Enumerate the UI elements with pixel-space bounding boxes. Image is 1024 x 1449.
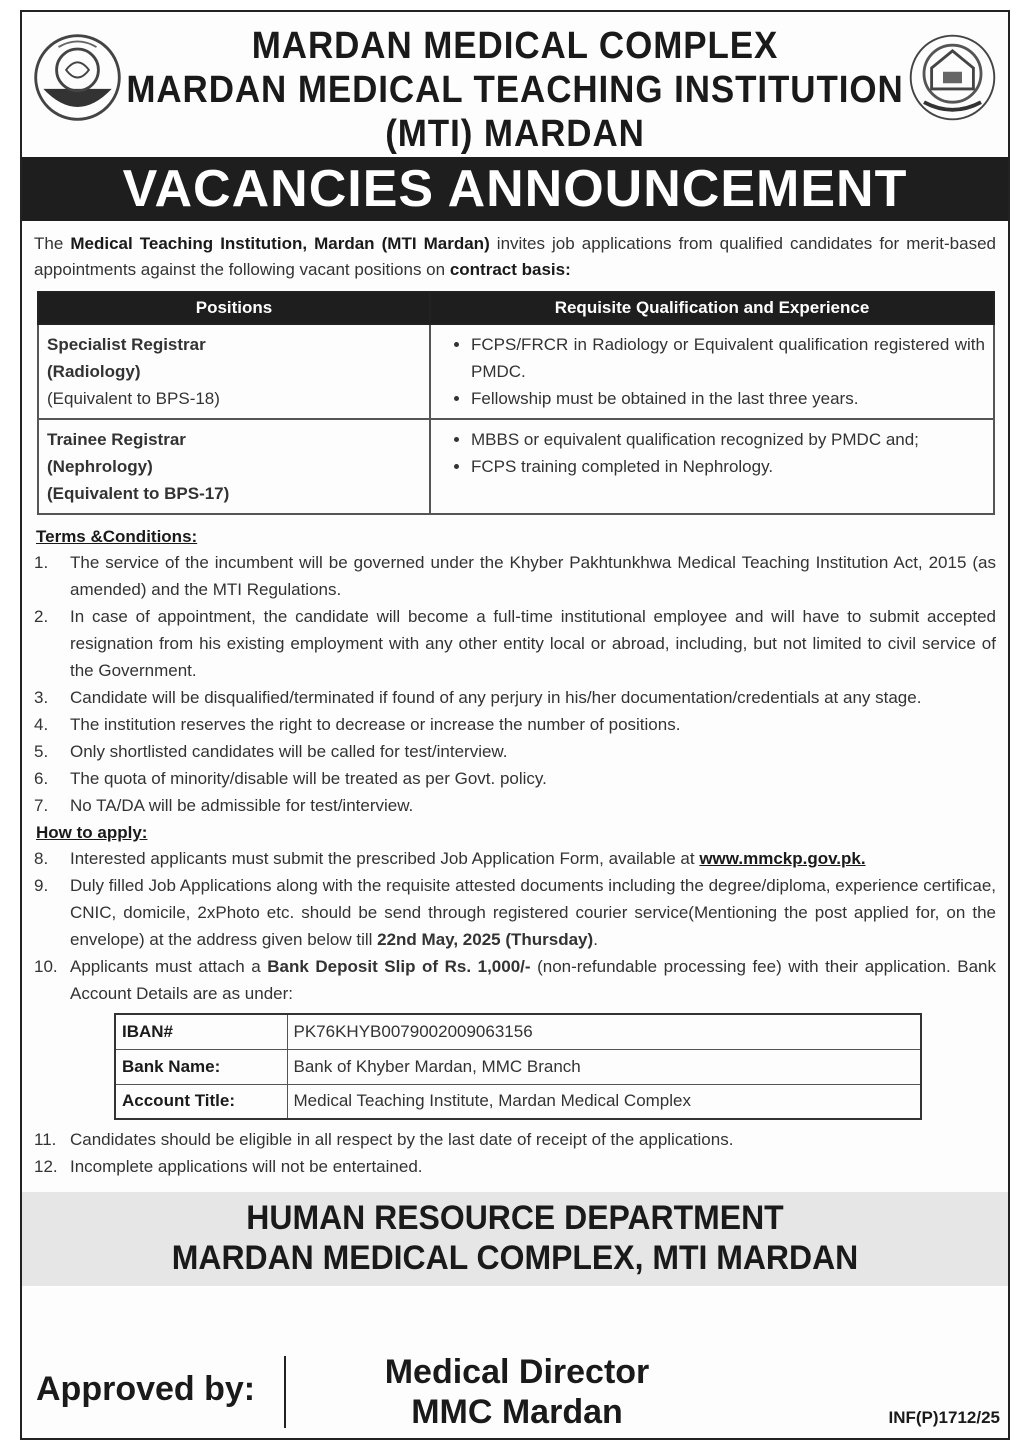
divider [284,1356,286,1428]
list-item: 6. The quota of minority/disable will be treated as per Govt. policy. [34,769,547,788]
terms-heading: Terms &Conditions: [36,527,198,546]
header-title-2: MARDAN MEDICAL TEACHING INSTITUTION [126,69,904,111]
approver: Medical Director MMC Mardan [384,1353,650,1431]
positions-header: Positions [38,292,430,324]
intro-paragraph: The Medical Teaching Institution, Mardan (MTI Mardan) invites job applications from qualified candidates for merit-based appointments against the following vacant positions on contract basis: [34,234,996,279]
bank-name-value: Bank of Khyber Mardan, MMC Branch [287,1049,921,1084]
list-item: • FCPS/FRCR in Radiology or Equivalent qualification registered with PMDC. [471,331,985,385]
apply-list [34,845,996,1007]
how-to-apply-heading: How to apply: [36,823,148,842]
advertisement-page [20,10,1010,1440]
list-item: 3. Candidate will be disqualified/terminated if found of any perjury in his/her documentation/credentials at any stage. [34,688,922,707]
iban-value: PK76KHYB0079002009063156 [287,1014,921,1049]
list-item: 12. Incomplete applications will not be entertained. [34,1157,423,1176]
positions-table [37,291,995,515]
hr-department: HUMAN RESOURCE DEPARTMENT [246,1199,784,1237]
list-item: 1. The service of the incumbent will be governed under the Khyber Pakhtunkhwa Medical Teaching Institution Act, 2015 (as amended) and the MTI Regulations. [34,553,996,599]
header [22,12,1008,157]
list-item: 4. The institution reserves the right to decrease or increase the number of positions. [34,715,681,734]
terms-list [34,549,996,819]
qualification-cell [430,324,994,419]
bank-details-table [114,1013,922,1120]
hr-department-block [22,1192,1008,1286]
header-title-1: MARDAN MEDICAL COMPLEX [251,25,779,67]
list-item: 8. Interested applicants must submit the prescribed Job Application Form, available at www.mmckp.gov.pk. [34,849,866,868]
list-item: • FCPS training completed in Nephrology. [471,453,985,480]
qualification-cell [430,419,994,514]
list-item: 2. In case of appointment, the candidate will become a full-time institutional employee and will have to submit accepted resignation from his existing employment with any other entity local or abroad, including, but not limited to civil service of the Government. [34,607,996,680]
list-item: • Fellowship must be obtained in the last three years. [471,385,985,412]
list-item: 10. Applicants must attach a Bank Deposit Slip of Rs. 1,000/- (non-refundable processing fee) with their application. Bank Account Details are as under: [34,957,997,1003]
position-cell: Specialist Registrar (Radiology) (Equivalent to BPS-18) [38,324,430,419]
table-row [38,324,994,419]
position-cell: Trainee Registrar (Nephrology) (Equivalent to BPS-17) [38,419,430,514]
website-link[interactable]: www.mmckp.gov.pk. [699,849,866,868]
list-item: 5. Only shortlisted candidates will be called for test/interview. [34,742,508,761]
table-row: Bank Name: Bank of Khyber Mardan, MMC Branch [115,1049,921,1084]
header-title-3: (MTI) MARDAN [385,113,645,155]
approved-by-label: Approved by: [36,1370,256,1408]
list-item: • MBBS or equivalent qualification recognized by PMDC and; [471,426,985,453]
extra-terms-list [34,1126,996,1180]
table-row [38,419,994,514]
list-item: 7. No TA/DA will be admissible for test/interview. [34,796,414,815]
reference-number: INF(P)1712/25 [888,1408,1000,1427]
vacancies-banner: VACANCIES ANNOUNCEMENT [22,157,1008,221]
table-row: IBAN# PK76KHYB0079002009063156 [115,1014,921,1049]
hr-address: MARDAN MEDICAL COMPLEX, MTI MARDAN [171,1239,859,1277]
qualification-header: Requisite Qualification and Experience [430,292,994,324]
account-title-value: Medical Teaching Institute, Mardan Medical Complex [287,1084,921,1119]
approval-block [22,1346,1008,1438]
list-item: 11. Candidates should be eligible in all respect by the last date of receipt of the applications. [34,1130,734,1149]
deadline-date: 22nd May, 2025 (Thursday) [377,930,594,949]
list-item: 9. Duly filled Job Applications along with the requisite attested documents including the degree/diploma, experience certificae, CNIC, domicile, 2xPhoto etc. should be send through registered courier service(Mentioning the post applied for, on the envelope) at the address given below till 22nd May, 2025 (Thursday). [34,876,996,949]
table-row: Account Title: Medical Teaching Institute, Mardan Medical Complex [115,1084,921,1119]
